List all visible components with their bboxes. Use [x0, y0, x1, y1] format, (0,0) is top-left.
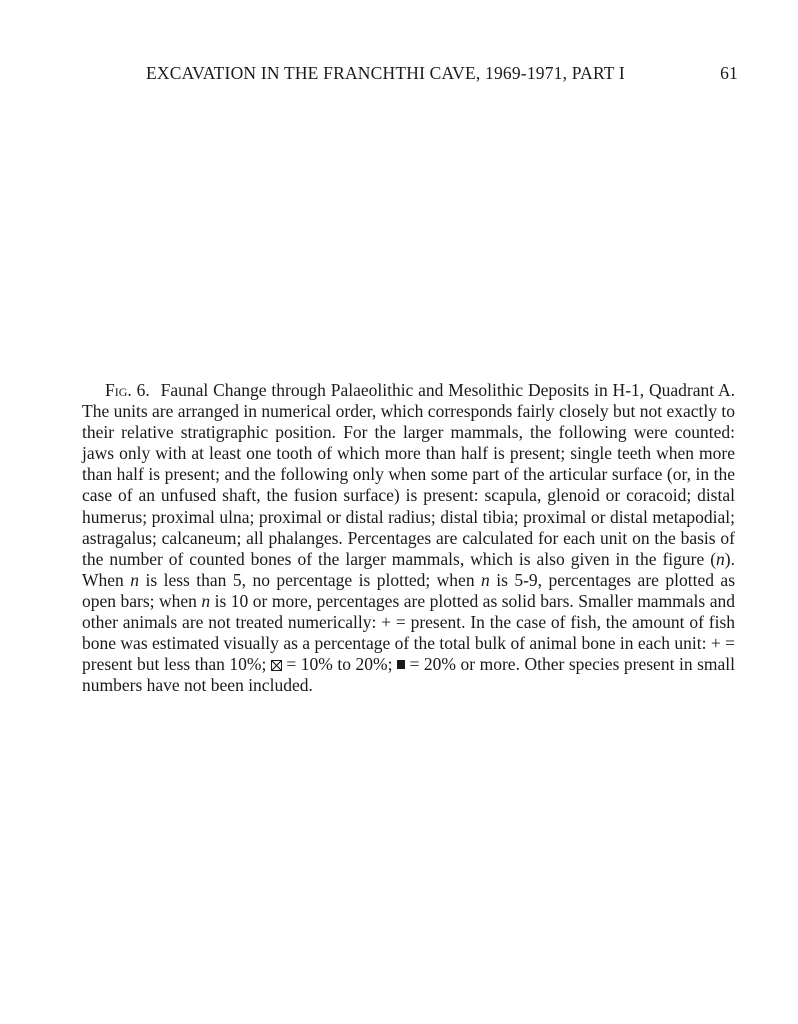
n-symbol: n [130, 569, 139, 590]
caption-text-3: is less than 5, no percentage is plotted; when [139, 569, 482, 590]
n-symbol: n [716, 548, 725, 569]
caption-text-5: is 10 or more, percentages are plotted as solid bars. Smaller mammals and other animals are not treated numerically: [82, 590, 735, 633]
caption-text-4: is 5-9, percentages are plotted as open bars; when [82, 569, 735, 611]
running-head [146, 63, 738, 87]
crossed-box-icon [271, 660, 282, 671]
caption-text-2: ). When [82, 548, 735, 590]
figure-title: Faunal Change through Palaeolithic and Mesolithic Deposits in H-1, Quadrant A. [160, 380, 736, 400]
caption-text-1: The units are arranged in numerical order, which corresponds fairly closely but not exactly to their relative stratigraphic position. For the larger mammals, the following were counted: jaws only with at least one tooth of which more than half is present; single teeth when more than half is present; and the following only when some part of the articular surface (or, in the case of an unfused shaft, the fusion surface) is present: scapula, glenoid or coracoid; distal humerus; proximal ulna; proximal or distal radius; distal tibia; proximal or distal metapodial; astragalus; calcaneum; all phalanges. Percentages are calculated for each unit on the basis of the number of counted bones of the larger mammals, which is also given in the figure ( [82, 401, 735, 569]
page-number: 61 [720, 63, 738, 83]
caption-box-text: = 10% to 20%; [281, 654, 397, 675]
caption-plus-present: + = present. In the case of fish, the amount of fish bone was estimated visually as a percentage of the total bulk of animal bone in each unit: + = present but less than 10%; [82, 612, 735, 675]
running-head-title: EXCAVATION IN THE FRANCHTHI CAVE, 1969-1971, PART I [146, 63, 625, 83]
figure-number: 6. [136, 380, 150, 400]
n-symbol: n [481, 569, 490, 590]
n-symbol: n [201, 590, 211, 611]
figure-caption [82, 380, 735, 696]
caption-solid-text: = 20% or more. Other species present in small numbers have not been included. [82, 654, 736, 696]
figure-label: Fig. [105, 380, 132, 400]
solid-square-icon [397, 660, 405, 669]
